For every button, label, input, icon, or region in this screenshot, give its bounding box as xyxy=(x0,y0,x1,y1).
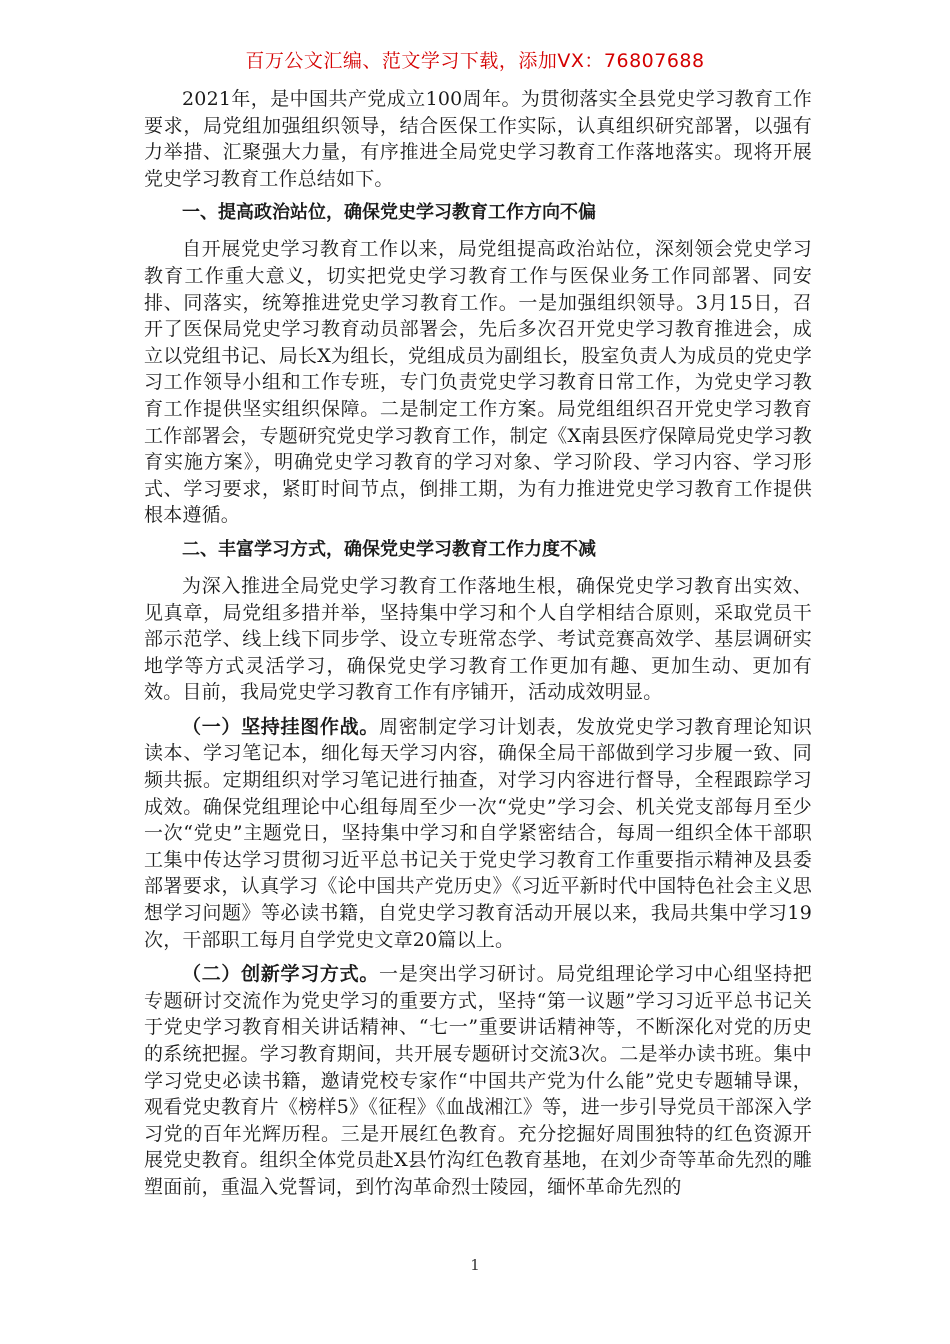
section-1-heading: 一、提高政治站位，确保党史学习教育工作方向不偏 xyxy=(182,202,596,224)
document-body xyxy=(144,86,812,1201)
subsection-2-body: 一是突出学习研讨。局党组理论学习中心组坚持把专题研讨交流作为党史学习的重要方式，坚持“第一议题”学习习近平总书记关于党史学习教育相关讲话精神、“七一”重要讲话精神等，不断深化对党的历史的系统把握。学习教育期间，共开展专题研讨交流3次。二是举办读书班。集中学习党史必读书籍，邀请党校专家作“中国共产党为什么能”党史专题辅导课，观看党史教育片《榜样5》《征程》《血战湘江》等，进一步引导党员干部深入学习党的百年光辉历程。三是开展红色教育。充分挖掘好周围独特的红色资源开展党史教育。组织全体党员赴X县竹沟红色教育基地，在刘少奇等革命先烈的雕塑面前，重温入党誓词，到竹沟革命烈士陵园，缅怀革命先烈的 xyxy=(144,963,812,1198)
section-2-paragraph: 为深入推进全局党史学习教育工作落地生根，确保党史学习教育出实效、见真章，局党组多措并举，坚持集中学习和个人自学相结合原则，采取党员干部示范学、线上线下同步学、设立专班常态学、考试竞赛高效学、基层调研实地学等方式灵活学习，确保党史学习教育工作更加有趣、更加生动、更加有效。目前，我局党史学习教育工作有序铺开，活动成效明显。 xyxy=(144,574,812,704)
section-1-paragraph: 自开展党史学习教育工作以来，局党组提高政治站位，深刻领会党史学习教育工作重大意义，切实把党史学习教育工作与医保业务工作同部署、同安排、同落实，统筹推进党史学习教育工作。一是加强组织领导。3月15日，召开了医保局党史学习教育动员部署会，先后多次召开党史学习教育推进会，成立以党组书记、局长X为组长，党组成员为副组长，股室负责人为成员的党史学习工作领导小组和工作专班，专门负责党史学习教育日常工作，为党史学习教育工作提供坚实组织保障。二是制定工作方案。局党组组织召开党史学习教育工作部署会，专题研究党史学习教育工作，制定《X南县医疗保障局党史学习教育实施方案》，明确党史学习教育的学习对象、学习阶段、学习内容、学习形式、学习要求，紧盯时间节点，倒排工期，为有力推进党史学习教育工作提供根本遵循。 xyxy=(144,238,812,527)
intro-paragraph: 2021年，是中国共产党成立100周年。为贯彻落实全县党史学习教育工作要求，局党组加强组织领导，结合医保工作实际，认真组织研究部署，以强有力举措、汇聚强大力量，有序推进全局党史学习教育工作落地落实。现将开展党史学习教育工作总结如下。 xyxy=(144,88,812,190)
subsection-1-paragraph xyxy=(144,714,812,953)
subsection-2-paragraph xyxy=(144,961,812,1200)
page-number: 1 xyxy=(470,1256,480,1274)
subsection-1-title: （一）坚持挂图作战。 xyxy=(182,715,380,738)
section-2-heading: 二、丰富学习方式，确保党史学习教育工作力度不减 xyxy=(182,538,596,560)
subsection-2-title: （二）创新学习方式。 xyxy=(182,963,380,986)
header-banner: 百万公文汇编、范文学习下载，添加VX：76807688 xyxy=(245,50,705,72)
subsection-1-body: 周密制定学习计划表，发放党史学习教育理论知识读本、学习笔记本，细化每天学习内容，确保全局干部做到学习步履一致、同频共振。定期组织对学习笔记进行抽查，对学习内容进行督导，全程跟踪学习成效。确保党组理论中心组每周至少一次“党史”学习会、机关党支部每月至少一次“党史”主题党日，坚持集中学习和自学紧密结合，每周一组织全体干部职工集中传达学习贯彻习近平总书记关于党史学习教育工作重要指示精神及县委部署要求，认真学习《论中国共产党历史》《习近平新时代中国特色社会主义思想学习问题》等必读书籍，自党史学习教育活动开展以来，我局共集中学习19次，干部职工每月自学党史文章20篇以上。 xyxy=(144,715,812,951)
